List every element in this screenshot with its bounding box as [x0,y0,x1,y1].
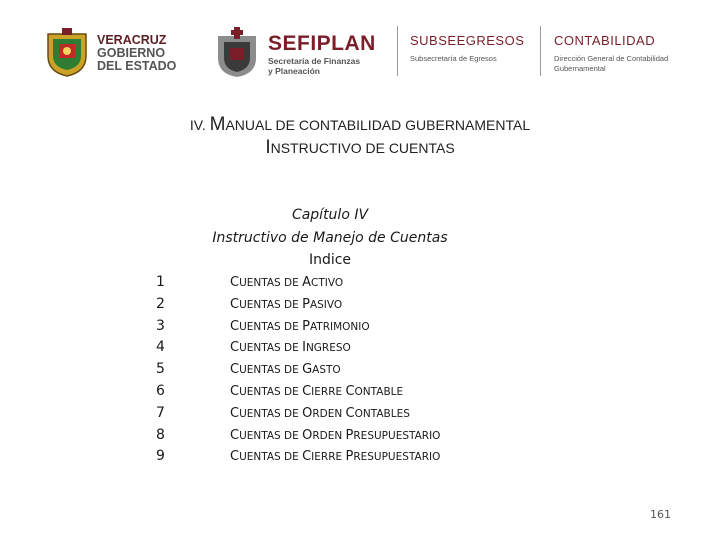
item-label [230,297,342,312]
item-initial: P [345,449,354,465]
item-smallcaps: UENTAS DE [239,277,303,289]
item-initial: C [230,427,240,443]
sefiplan-sub-line1: Secretaría de Finanzas [268,56,361,66]
item-initial: C [230,296,240,312]
item-initial: C [230,275,240,290]
item-label [230,449,440,464]
list-item [150,448,550,470]
item-number: 9 [156,448,165,465]
item-initial: C [230,362,240,378]
subheading-cap: I [265,137,271,158]
item-smallcaps: ASIVO [309,298,343,311]
item-initial: I [302,340,306,356]
page-title [0,114,720,136]
item-initial: P [302,296,310,312]
item-label [230,362,341,377]
item-number: 2 [156,295,165,312]
item-initial: C [345,383,355,399]
item-smallcaps: RESUPUESTARIO [353,429,441,442]
sefiplan-title: SEFIPLAN [268,32,376,55]
item-smallcaps: RESUPUESTARIO [353,451,441,464]
item-smallcaps: UENTAS DE [239,407,303,420]
item-number: 3 [156,317,165,334]
item-smallcaps: UENTAS DE [239,320,303,333]
item-smallcaps: RDEN [312,429,346,442]
index-list [150,274,550,470]
subheading-rest: NSTRUCTIVO DE CUENTAS [270,140,455,156]
veracruz-logo-text [97,34,176,73]
subsecretaria-desc: Subsecretaría de Egresos [410,54,497,63]
list-item [150,274,550,296]
sefiplan-sub-line2: y Planeación [268,66,320,76]
item-number: 8 [156,426,165,443]
sefiplan-subtitle [268,56,360,76]
item-smallcaps: ASTO [312,364,341,377]
contabilidad-desc-line2: Gubernamental [554,64,606,73]
item-smallcaps: RDEN [312,407,346,420]
item-smallcaps: UENTAS DE [239,385,303,398]
list-item [150,383,550,405]
item-initial: G [302,362,313,378]
item-label [230,406,410,421]
chapter-subtitle: Instructivo de Manejo de Cuentas [212,230,448,246]
list-item [150,296,550,318]
item-label [230,319,370,334]
veracruz-line1: VERACRUZ [97,33,167,47]
item-number: 4 [156,339,165,356]
item-smallcaps: UENTAS DE [239,429,303,442]
item-initial: P [345,427,354,443]
list-item [150,405,550,427]
veracruz-line3: DEL ESTADO [97,59,177,73]
page-number: 161 [650,508,671,521]
item-number: 1 [156,274,165,290]
heading-rest: ANUAL DE CONTABILIDAD GUBERNAMENTAL [225,117,531,133]
item-smallcaps: IERRE [311,451,346,464]
item-initial: A [302,275,311,290]
contabilidad-title: CONTABILIDAD [554,33,656,48]
sefiplan-emblem-icon [212,26,262,78]
item-smallcaps: NGRESO [305,342,351,355]
item-smallcaps: UENTAS DE [239,342,303,355]
subsecretaria-title: SUBSEEGRESOS [410,33,525,48]
header-divider [540,26,541,76]
veracruz-crest-icon [44,26,90,78]
item-initial: C [230,405,240,421]
item-initial: C [230,318,240,334]
item-initial: C [230,449,240,465]
item-smallcaps: ONTABLES [354,407,410,420]
heading-prefix: IV. [189,117,210,133]
item-initial: O [302,427,313,443]
item-initial: C [230,340,240,356]
item-label [230,275,343,290]
list-item [150,427,550,449]
item-smallcaps: UENTAS DE [239,451,303,464]
list-item [150,361,550,383]
item-smallcaps: IERRE [311,385,346,398]
item-initial: P [302,318,310,334]
chapter-title: Capítulo IV [291,207,369,223]
item-number: 7 [156,404,165,421]
item-label [230,428,440,443]
contabilidad-desc [554,54,668,74]
item-initial: C [302,449,312,465]
heading-cap: M [209,114,226,135]
contabilidad-desc-line1: Dirección General de Contabilidad [554,54,669,63]
item-label [230,384,403,399]
list-item [150,339,550,361]
item-initial: O [302,405,313,421]
item-smallcaps: ONTABLE [354,385,404,398]
item-smallcaps: UENTAS DE [239,364,303,377]
item-initial: C [230,383,240,399]
index-label: Indice [308,252,352,268]
header-divider [397,26,398,76]
item-smallcaps: UENTAS DE [239,298,303,311]
item-number: 5 [156,361,165,378]
item-smallcaps: ATRIMONIO [309,320,370,333]
item-number: 6 [156,382,165,399]
item-initial: C [345,405,355,421]
page-subtitle [0,137,720,159]
veracruz-line2: GOBIERNO [97,46,166,60]
item-label [230,340,351,355]
item-smallcaps: CTIVO [311,277,344,289]
list-item [150,318,550,340]
item-initial: C [302,383,312,399]
